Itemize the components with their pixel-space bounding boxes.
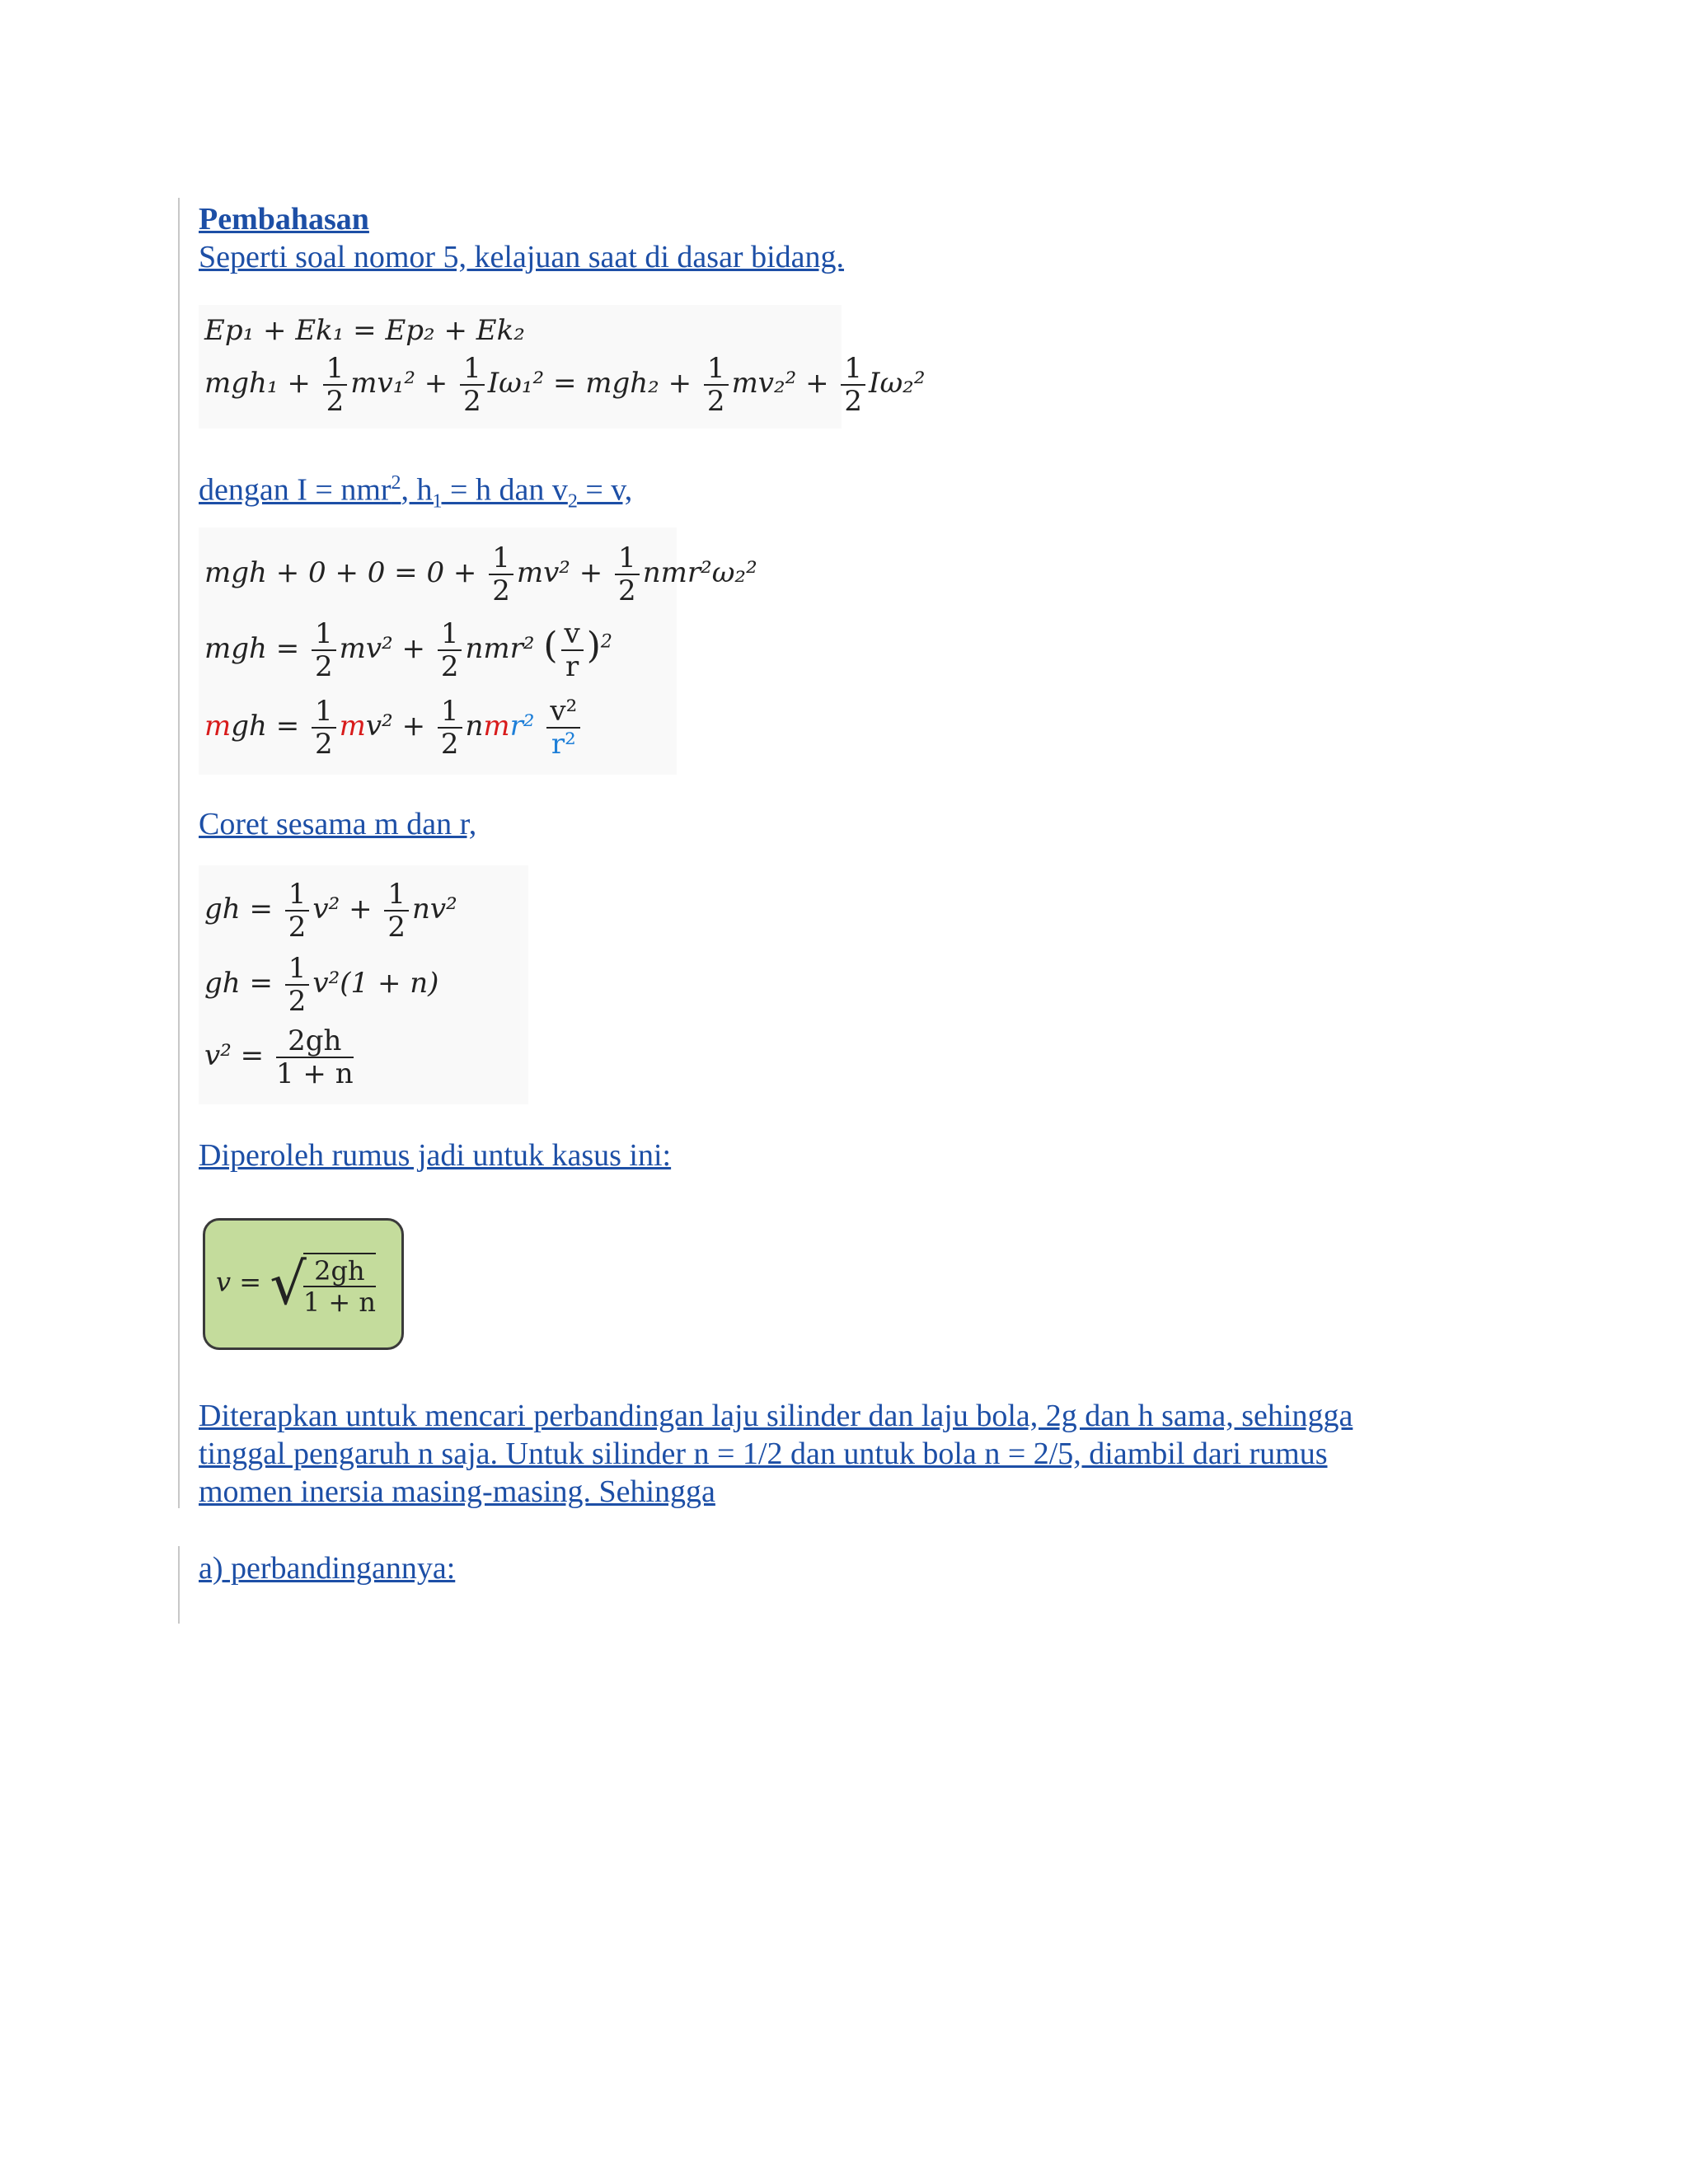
equation-substitution-line2: mgh = $\frac{1}{2}$ mv² + $\frac{1}{2}$ nmr² ( $\frac{v}{r}$ )$^2$ [204, 617, 612, 683]
equation-simplification-line1: gh = $\frac{1}{2}$ v² + $\frac{1}{2}$ nv² [204, 878, 457, 944]
final-formula: v = √ $\frac{2gh}{1 + n}$ [216, 1250, 376, 1318]
explanation-line-2[interactable]: tinggal pengaruh n saja. Untuk silinder n = 1/2 dan untuk bola n = 2/5, diambil dari rumus [199, 1436, 1328, 1471]
diperoleh-text[interactable]: Diperoleh rumus jadi untuk kasus ini: [199, 1138, 672, 1173]
intro-text[interactable]: Seperti soal nomor 5, kelajuan saat di dasar bidang. [199, 240, 845, 274]
equation-substitution-line3: mgh = $\frac{1}{2}$ mv² + $\frac{1}{2}$ nmr² $\frac{\text{v²}}{\text{r²}}$ [204, 697, 584, 758]
margin-bar-bottom [178, 1546, 180, 1624]
equation-simplification-line2: gh = $\frac{1}{2}$ v²(1 + n) [204, 952, 439, 1018]
equation-energy-line1: Ep₁ + Ek₁ = Ep₂ + Ek₂ [204, 314, 525, 347]
part-a-text[interactable]: a) perbandingannya: [199, 1551, 456, 1586]
equation-substitution-line1: mgh + 0 + 0 = 0 + $\frac{1}{2}$ mv² + $\frac{1}{2}$ nmr²ω₂² [204, 541, 757, 607]
equation-simplification-line3: v² = $\frac{2gh}{1 + n}$ [204, 1024, 354, 1090]
explanation-line-1[interactable]: Diterapkan untuk mencari perbandingan laju silinder dan laju bola, 2g dan h sama, sehingga [199, 1399, 1353, 1433]
explanation-line-3[interactable]: momen inersia masing-masing. Sehingga [199, 1474, 715, 1509]
section-heading[interactable]: Pembahasan [199, 202, 369, 237]
coret-text[interactable]: Coret sesama m dan r, [199, 807, 477, 841]
condition-text[interactable]: dengan I = nmr$^2$, $h_1 = h$ dan $v_2 = v$, [199, 472, 633, 513]
equation-energy-line2: mgh₁ + $\frac{1}{2}$ mv₁² + $\frac{1}{2}$ Iω₁² = mgh₂ + $\frac{1}{2}$ mv₂² + $\frac{1}{2}$ Iω₂² [204, 352, 926, 418]
margin-bar-top [178, 198, 180, 1508]
